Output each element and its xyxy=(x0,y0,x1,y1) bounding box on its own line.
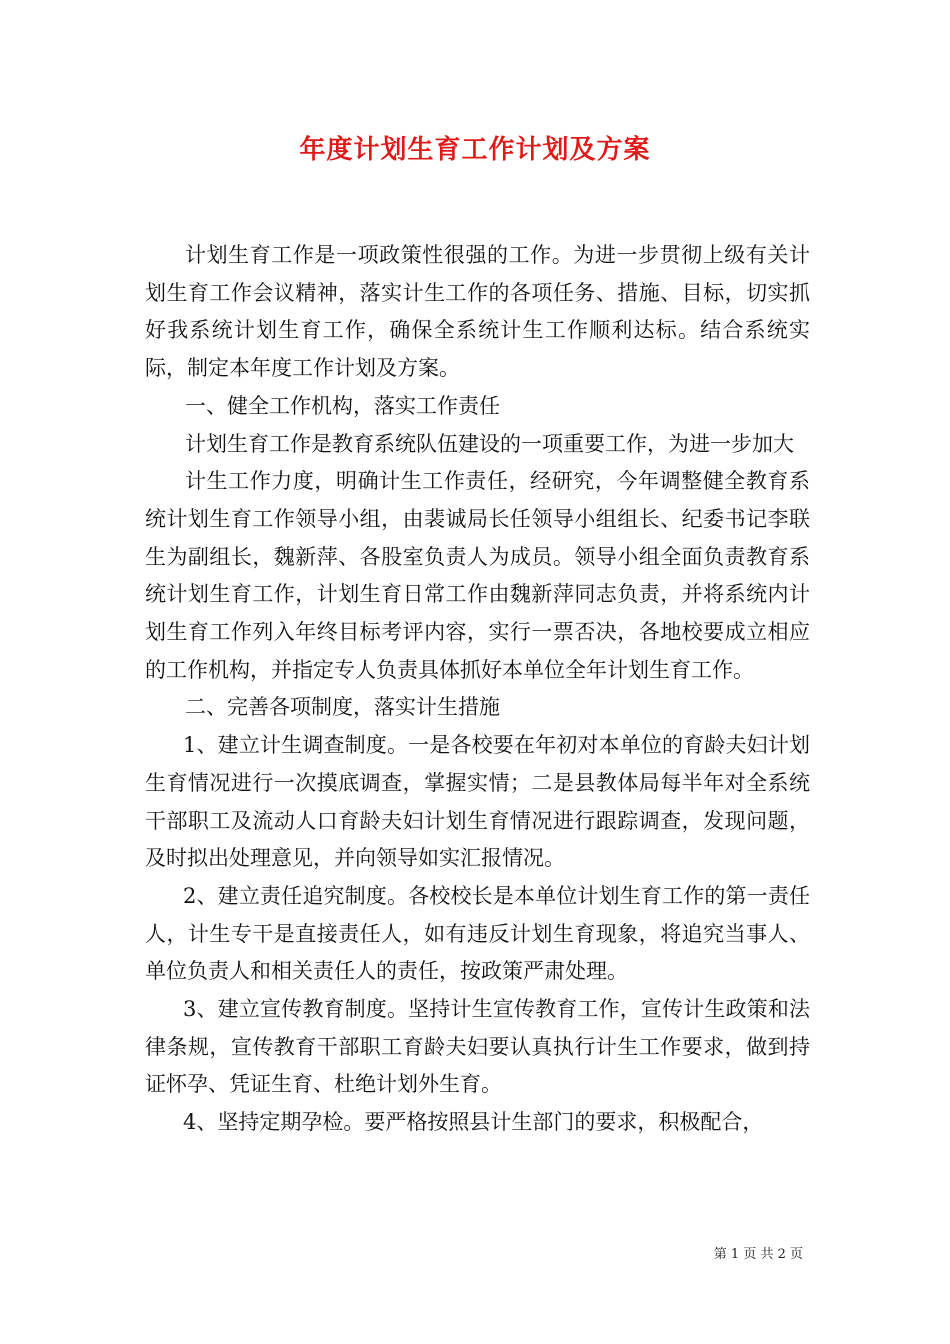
section-heading-1: 一、健全工作机构，落实工作责任 xyxy=(185,393,500,418)
document-title: 年度计划生育工作计划及方案 xyxy=(299,135,651,165)
section-heading-2: 二、完善各项制度，落实计生措施 xyxy=(185,695,500,720)
paragraph-item-1: 1、建立计生调查制度。一是各校要在年初对本单位的育龄夫妇计划生育情况进行一次摸底调查，掌握实情；二是县教体局每半年对全系统干部职工及流动人口育龄夫妇计划生育情况进行跟踪调查，发现问题，及时拟出处理意见，并向领导如实汇报情况。 xyxy=(145,733,810,871)
document-body xyxy=(145,237,810,1142)
page-number: 第 1 页 共 2 页 xyxy=(713,1247,803,1262)
paragraph-intro: 计划生育工作是一项政策性很强的工作。为进一步贯彻上级有关计划生育工作会议精神，落实计生工作的各项任务、措施、目标，切实抓好我系统计划生育工作，确保全系统计生工作顺利达标。结合系统实际，制定本年度工作计划及方案。 xyxy=(145,243,810,381)
paragraph-item-4: 4、坚持定期孕检。要严格按照县计生部门的要求，积极配合， xyxy=(183,1110,764,1135)
paragraph-section1-b: 计生工作力度，明确计生工作责任，经研究，今年调整健全教育系统计划生育工作领导小组，由裴诚局长任领导小组组长、纪委书记李联生为副组长，魏新萍、各股室负责人为成员。领导小组全面负责教育系统计划生育工作，计划生育日常工作由魏新萍同志负责，并将系统内计划生育工作列入年终目标考评内容，实行一票否决，各地校要成立相应的工作机构，并指定专人负责具体抓好本单位全年计划生育工作。 xyxy=(145,469,810,682)
paragraph-item-3: 3、建立宣传教育制度。坚持计生宣传教育工作，宣传计生政策和法律条规，宣传教育干部职工育龄夫妇要认真执行计生工作要求，做到持证怀孕、凭证生育、杜绝计划外生育。 xyxy=(145,997,810,1097)
paragraph-item-2: 2、建立责任追究制度。各校校长是本单位计划生育工作的第一责任人，计生专干是直接责任人，如有违反计划生育现象，将追究当事人、单位负责人和相关责任人的责任，按政策严肃处理。 xyxy=(145,883,810,984)
paragraph-section1-a: 计划生育工作是教育系统队伍建设的一项重要工作，为进一步加大 xyxy=(185,431,794,456)
